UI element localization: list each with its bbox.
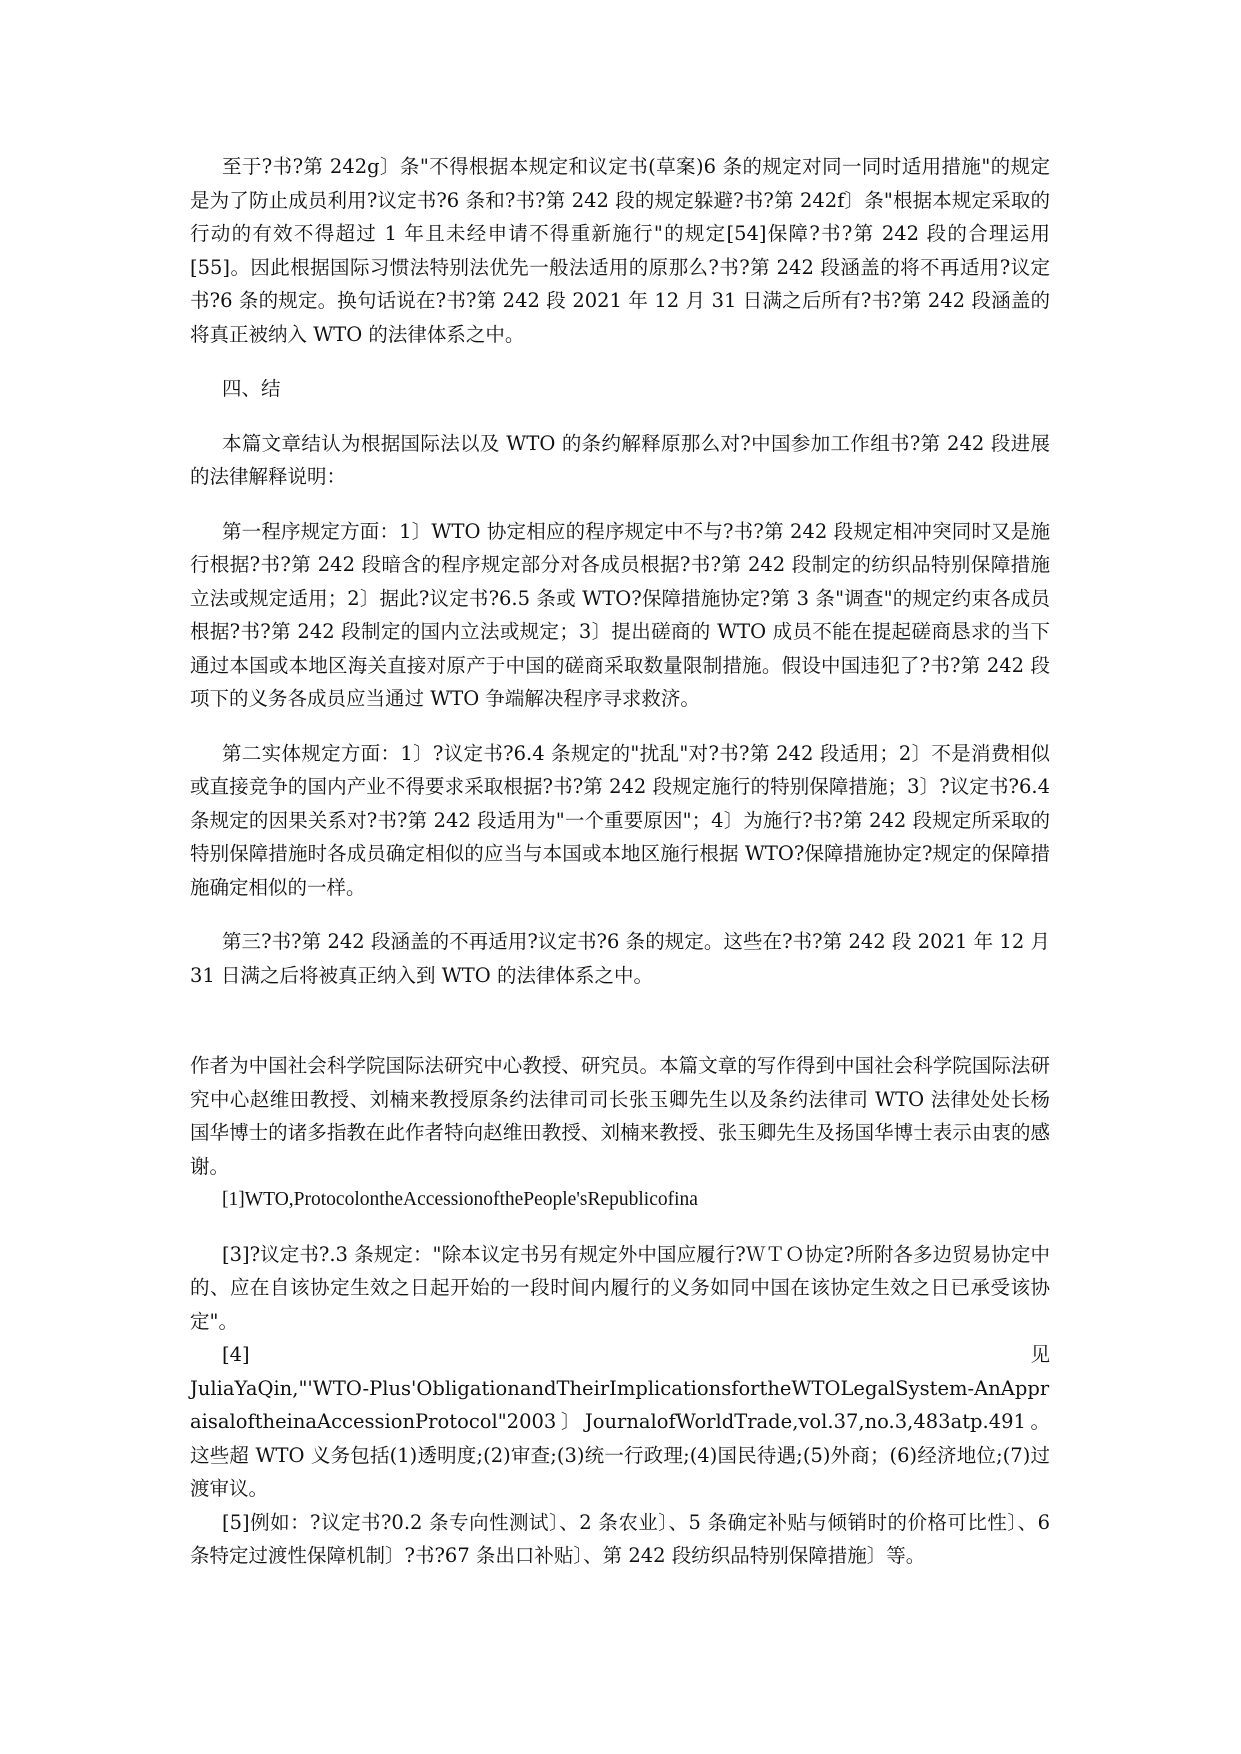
footnote-4-body: JuliaYaQin,"'WTO-Plus'ObligationandTheirImplicationsfortheWTOLegalSystem-AnAppraisaloftheinaAccessionProtocol"2003〕JournalofWorldTrade,vol.37,no.3,483atp.491。这些超 WTO 义务包括(1)透明度;(2)审查;(3)统一行政理;(4)国民待遇;(5)外商；(6)经济地位;(7)过渡审议。: [190, 1376, 1050, 1500]
footnote-5: [5]例如：?议定书?0.2 条专向性测试〕、2 条农业〕、5 条确定补贴与倾销时的价格可比性〕、6 条特定过渡性保障机制〕?书?67 条出口补贴〕、第 242 段纺织品特别保障措施〕等。: [190, 1510, 1050, 1567]
author-note: 作者为中国社会科学院国际法研究中心教授、研究员。本篇文章的写作得到中国社会科学院国际法研究中心赵维田教授、刘楠来教授原条约法律司司长张玉卿先生以及条约法律司 WTO 法律处处长杨国华博士的诸多指教在此作者特向赵维田教授、刘楠来教授、张玉卿先生及扬国华博士表示由衷的感谢。: [190, 1054, 1050, 1178]
paragraph-procedural: 第一程序规定方面：1〕WTO 协定相应的程序规定中不与?书?第 242 段规定相冲突同时又是施行根据?书?第 242 段暗含的程序规定部分对各成员根据?书?第 242 段制定的纺织品特别保障措施立法或规定适用；2〕据此?议定书?6.5 条或 WTO?保障措施协定?第 3 条"调查"的规定约束各成员根据?书?第 242 段制定的国内立法或规定；3〕提出磋商的 WTO 成员不能在提起磋商恳求的当下通过本国或本地区海关直接对原产于中国的磋商采取数量限制措施。假设中国违犯了?书?第 242 段项下的义务各成员应当通过 WTO 争端解决程序寻求救济。: [190, 519, 1050, 710]
footnote-4-see: 见: [1030, 1343, 1050, 1366]
paragraph-substantive: 第二实体规定方面：1〕?议定书?6.4 条规定的"扰乱"对?书?第 242 段适用；2〕不是消费相似或直接竞争的国内产业不得要求采取根据?书?第 242 段规定施行的特别保障措施；3〕?议定书?6.4 条规定的因果关系对?书?第 242 段适用为"一个重要原因"；4〕为施行?书?第 242 段规定所采取的特别保障措施时各成员确定相似的应当与本国或本地区施行根据 WTO?保障措施协定?规定的保障措施确定相似的一样。: [190, 741, 1050, 899]
paragraph-conclusion-intro: 本篇文章结认为根据国际法以及 WTO 的条约解释原那么对?中国参加工作组书?第 242 段进展的法律解释说明：: [190, 431, 1050, 488]
paragraph-third: 第三?书?第 242 段涵盖的不再适用?议定书?6 条的规定。这些在?书?第 242 段 2021 年 12 月 31 日满之后将被真正纳入到 WTO 的法律体系之中。: [190, 930, 1050, 987]
paragraph-body-1: 至于?书?第 242g〕条"不得根据本规定和议定书(草案)6 条的规定对同一同时适用措施"的规定是为了防止成员利用?议定书?6 条和?书?第 242 段的规定躲避?书?第 242f〕条"根据本规定采取的行动的有效不得超过 1 年且未经申请不得重新施行"的规定[54]保障?书?第 242 段的合理运用[55]。因此根据国际习惯法特别法优先一般法适用的原那么?书?第 242 段涵盖的将不再适用?议定书?6 条的规定。换句话说在?书?第 242 段 2021 年 12 月 31 日满之后所有?书?第 242 段涵盖的将真正被纳入 WTO 的法律体系之中。: [190, 155, 1050, 346]
footnote-1: [1]WTO,ProtocolontheAccessionofthePeople'sRepublicofina: [222, 1189, 698, 1210]
document-page: [190, 150, 1050, 1573]
footnote-3: [3]?议定书?.3 条规定："除本议定书另有规定外中国应履行?ＷＴＯ协定?所附各多边贸易协定中的、应在自该协定生效之日起开始的一段时间内履行的义务如同中国在该协定生效之日已承受该协定"。: [190, 1242, 1050, 1333]
footnote-4-number: [4]: [222, 1343, 250, 1366]
footnote-4-header: [190, 1338, 1050, 1372]
section-heading: 四、结: [222, 377, 281, 400]
